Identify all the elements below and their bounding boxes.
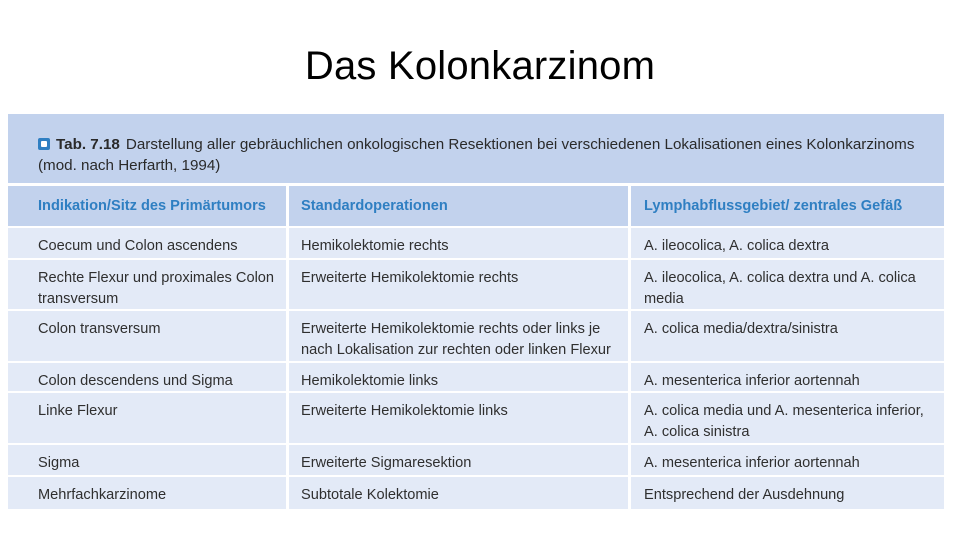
- table-cell: Coecum und Colon ascendens: [8, 228, 286, 258]
- table-row: [8, 445, 944, 475]
- table-row: [8, 363, 944, 391]
- table-cell: Rechte Flexur und proximales Colon transversum: [8, 260, 286, 309]
- table-caption: [8, 114, 944, 183]
- header-cell-lymph: Lymphabflussgebiet/ zentrales Gefäß: [631, 186, 944, 226]
- table-caption-source: (mod. nach Herfarth, 1994): [38, 157, 221, 174]
- table-caption-label: Tab. 7.18: [56, 136, 120, 153]
- table-cell: A. mesenterica inferior aortennah: [631, 363, 944, 391]
- table-cell: Linke Flexur: [8, 393, 286, 443]
- table-cell: A. ileocolica, A. colica dextra: [631, 228, 944, 258]
- table-cell: A. mesenterica inferior aortennah: [631, 445, 944, 475]
- table-cell: Hemikolektomie rechts: [289, 228, 628, 258]
- table-cell: A. ileocolica, A. colica dextra und A. colica media: [631, 260, 944, 309]
- table-row: [8, 311, 944, 361]
- table-cell: Hemikolektomie links: [289, 363, 628, 391]
- table-cell: Erweiterte Hemikolektomie rechts: [289, 260, 628, 309]
- table-header-row: [8, 186, 944, 226]
- table-cell: Mehrfachkarzinome: [8, 477, 286, 509]
- slide-title: Das Kolonkarzinom: [304, 44, 656, 88]
- resection-table: [8, 114, 944, 510]
- table-marker-icon: [38, 138, 50, 150]
- table-row: [8, 477, 944, 509]
- table-cell: Subtotale Kolektomie: [289, 477, 628, 509]
- table-row: [8, 393, 944, 443]
- table-cell: A. colica media und A. mesenterica inferior, A. colica sinistra: [631, 393, 944, 443]
- table-cell: Sigma: [8, 445, 286, 475]
- table-row: [8, 260, 944, 309]
- table-cell: Entsprechend der Ausdehnung: [631, 477, 944, 509]
- table-caption-text: Darstellung aller gebräuchlichen onkologischen Resektionen bei verschiedenen Lokalisationen eines Kolonkarzinoms: [125, 136, 915, 153]
- table-cell: Erweiterte Hemikolektomie rechts oder links je nach Lokalisation zur rechten oder linken Flexur: [289, 311, 628, 361]
- table-cell: A. colica media/dextra/sinistra: [631, 311, 944, 361]
- table-cell: Colon descendens und Sigma: [8, 363, 286, 391]
- table-row: [8, 228, 944, 258]
- table-cell: Colon transversum: [8, 311, 286, 361]
- table-cell: Erweiterte Sigmaresektion: [289, 445, 628, 475]
- header-cell-operation: Standardoperationen: [289, 186, 628, 226]
- header-cell-indication: Indikation/Sitz des Primärtumors: [8, 186, 286, 226]
- table-cell: Erweiterte Hemikolektomie links: [289, 393, 628, 443]
